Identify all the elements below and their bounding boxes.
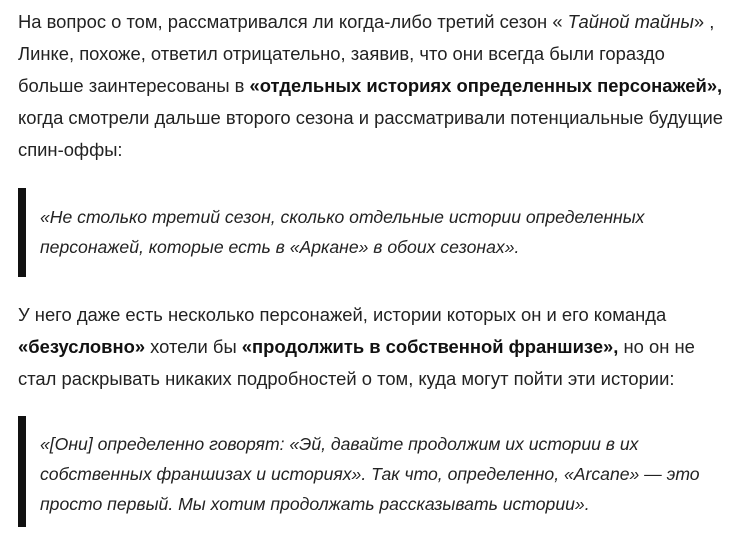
bold-emphasis: «отдельных историях определенных персонажей», <box>249 75 723 96</box>
paragraph-text: У него даже есть несколько персонажей, истории которых он и его команда <box>18 304 667 325</box>
blockquote-franchise <box>18 416 730 527</box>
paragraph-season-question <box>18 6 730 166</box>
paragraph-text: хотели бы <box>145 336 242 357</box>
paragraph-text: но он не стал раскрывать никаких подробностей о том, куда могут пойти эти истории: <box>18 336 695 389</box>
bold-emphasis: «безусловно» <box>18 336 146 357</box>
bold-emphasis: «продолжить в собственной франшизе», <box>241 336 619 357</box>
quote-text: «[Они] определенно говорят: «Эй, давайте продолжим их истории в их собственных франшизах и историях». Так что, определенно, «Arcane» — это просто первый. Мы хотим продолжать рассказывать истории». <box>40 434 700 514</box>
paragraph-text: » , Линке, похоже, ответил отрицательно, заявив, что они всегда были гораздо больше заинтересованы в <box>18 11 715 96</box>
paragraph-text: На вопрос о том, рассматривался ли когда-либо третий сезон « <box>18 11 568 32</box>
blockquote-spinoff <box>18 188 730 277</box>
quote-text: «Не столько третий сезон, сколько отдельные истории определенных персонажей, которые есть в «Аркане» в обоих сезонах». <box>40 207 645 257</box>
show-title: Тайной тайны <box>567 11 694 32</box>
paragraph-characters <box>18 299 730 395</box>
paragraph-text: когда смотрели дальше второго сезона и рассматривали потенциальные будущие спин-оффы: <box>18 107 723 160</box>
